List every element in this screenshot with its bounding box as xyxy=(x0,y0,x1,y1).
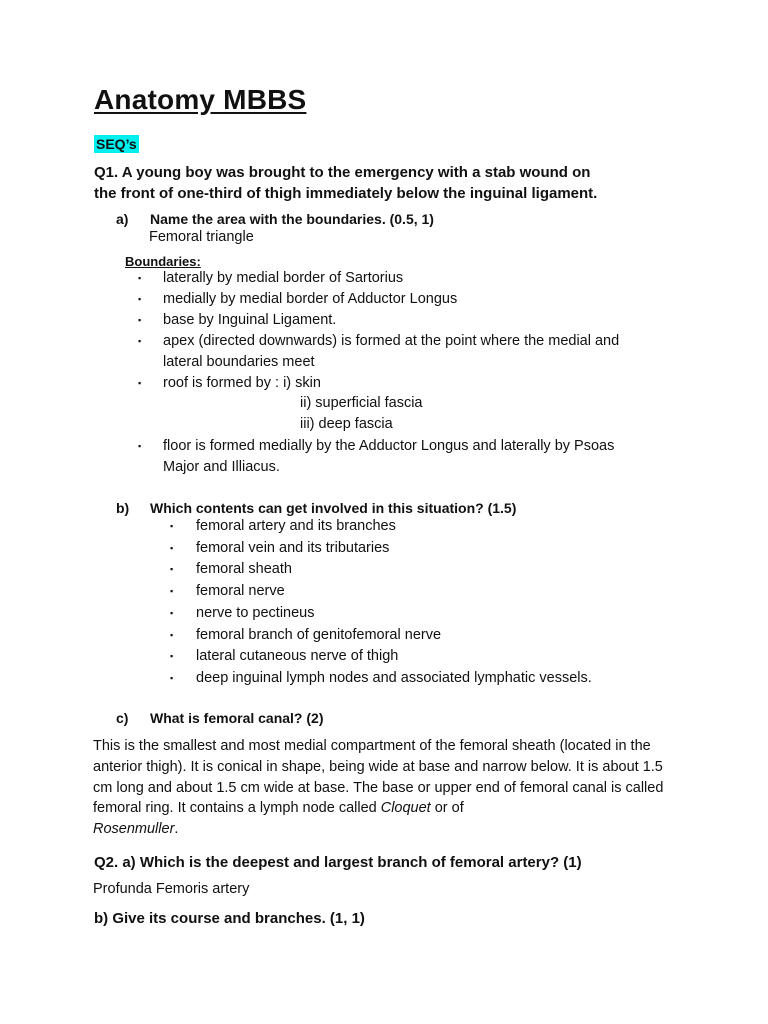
list-item-text: lateral cutaneous nerve of thigh xyxy=(196,648,399,665)
boundaries-list xyxy=(138,268,698,478)
list-item-text: femoral vein and its tributaries xyxy=(196,539,390,556)
femoral-canal-paragraph xyxy=(93,736,683,840)
bullet-icon: ▪ xyxy=(170,672,174,683)
bullet-icon: ▪ xyxy=(170,564,174,575)
section-tag-highlight: SEQ’s xyxy=(96,136,137,152)
list-item xyxy=(170,559,592,581)
list-item xyxy=(170,668,592,690)
list-item-text: femoral artery and its branches xyxy=(196,518,396,534)
q1c-label: c) xyxy=(116,710,129,726)
paragraph-text: or of xyxy=(430,800,464,817)
list-item-text: femoral nerve xyxy=(196,583,285,600)
bullet-icon: ▪ xyxy=(138,441,142,451)
roof-layer-3: iii) deep fascia xyxy=(300,416,393,432)
bullet-icon: ▪ xyxy=(170,651,174,662)
list-item-text: roof is formed by : i) skin xyxy=(163,375,321,391)
list-item-text-continued: Major and Illiacus. xyxy=(163,459,280,475)
list-item-text: nerve to pectineus xyxy=(196,604,315,621)
list-item xyxy=(138,436,698,478)
paragraph-italic-term: Rosenmuller xyxy=(93,821,175,838)
list-item xyxy=(138,268,698,289)
roof-layer-2: ii) superficial fascia xyxy=(300,395,423,411)
list-item-text: laterally by medial border of Sartorius xyxy=(163,270,404,286)
bullet-icon: ▪ xyxy=(170,542,174,553)
list-item-text: apex (directed downwards) is formed at the point where the medial and xyxy=(163,333,620,349)
list-item xyxy=(138,331,698,373)
paragraph-text: This is the smallest and most medial compartment of the femoral sheath (located in the anterior thigh). It is conical in shape, being wide at base and narrow below. It is about 1.5 cm long and about 1.5 cm wide at base. The base or upper end of femoral canal is called femoral ring. It contains a lymph node called xyxy=(93,738,664,817)
list-item-text: base by Inguinal Ligament. xyxy=(163,312,337,328)
q2a-answer: Profunda Femoris artery xyxy=(93,881,250,897)
bullet-icon: ▪ xyxy=(138,315,142,325)
bullet-icon: ▪ xyxy=(170,521,174,531)
q1a-label: a) xyxy=(116,211,129,227)
page-title: Anatomy MBBS xyxy=(94,84,307,115)
list-item xyxy=(170,516,592,538)
q1a-question: Name the area with the boundaries. (0.5, 1) xyxy=(150,211,434,227)
list-item-text: floor is formed medially by the Adductor Longus and laterally by Psoas xyxy=(163,438,615,454)
q1-line-2: the front of one-third of thigh immediately below the inguinal ligament. xyxy=(94,185,598,202)
list-item xyxy=(170,581,592,603)
paragraph-italic-term: Cloquet xyxy=(380,800,431,817)
bullet-icon: ▪ xyxy=(138,336,142,346)
q2b-question: b) Give its course and branches. (1, 1) xyxy=(94,910,365,927)
list-item-text: femoral sheath xyxy=(196,561,292,578)
list-item-text: medially by medial border of Adductor Longus xyxy=(163,291,458,307)
bullet-icon: ▪ xyxy=(170,607,174,618)
boundaries-heading: Boundaries: xyxy=(125,254,201,269)
list-item-text-continued: lateral boundaries meet xyxy=(163,354,315,370)
q1-line-1: Q1. A young boy was brought to the emergency with a stab wound on xyxy=(94,164,591,181)
bullet-icon: ▪ xyxy=(138,378,142,388)
q1c-question: What is femoral canal? (2) xyxy=(150,710,324,726)
list-item xyxy=(170,538,592,560)
list-item-text: deep inguinal lymph nodes and associated lymphatic vessels. xyxy=(196,669,592,686)
bullet-icon: ▪ xyxy=(170,629,174,640)
list-item-text: femoral branch of genitofemoral nerve xyxy=(196,626,442,643)
q2a-question: Q2. a) Which is the deepest and largest branch of femoral artery? (1) xyxy=(94,854,582,871)
q1a-answer: Femoral triangle xyxy=(149,229,254,245)
paragraph-text: . xyxy=(174,821,179,838)
bullet-icon: ▪ xyxy=(138,273,142,283)
q1b-label: b) xyxy=(116,500,130,516)
contents-list xyxy=(170,516,592,690)
list-item xyxy=(138,310,698,331)
list-item xyxy=(138,289,698,310)
q1b-question: Which contents can get involved in this situation? (1.5) xyxy=(150,500,517,516)
bullet-icon: ▪ xyxy=(170,586,174,597)
list-item xyxy=(170,646,592,668)
list-item xyxy=(170,603,592,625)
bullet-icon: ▪ xyxy=(138,294,142,304)
list-item xyxy=(170,625,592,647)
